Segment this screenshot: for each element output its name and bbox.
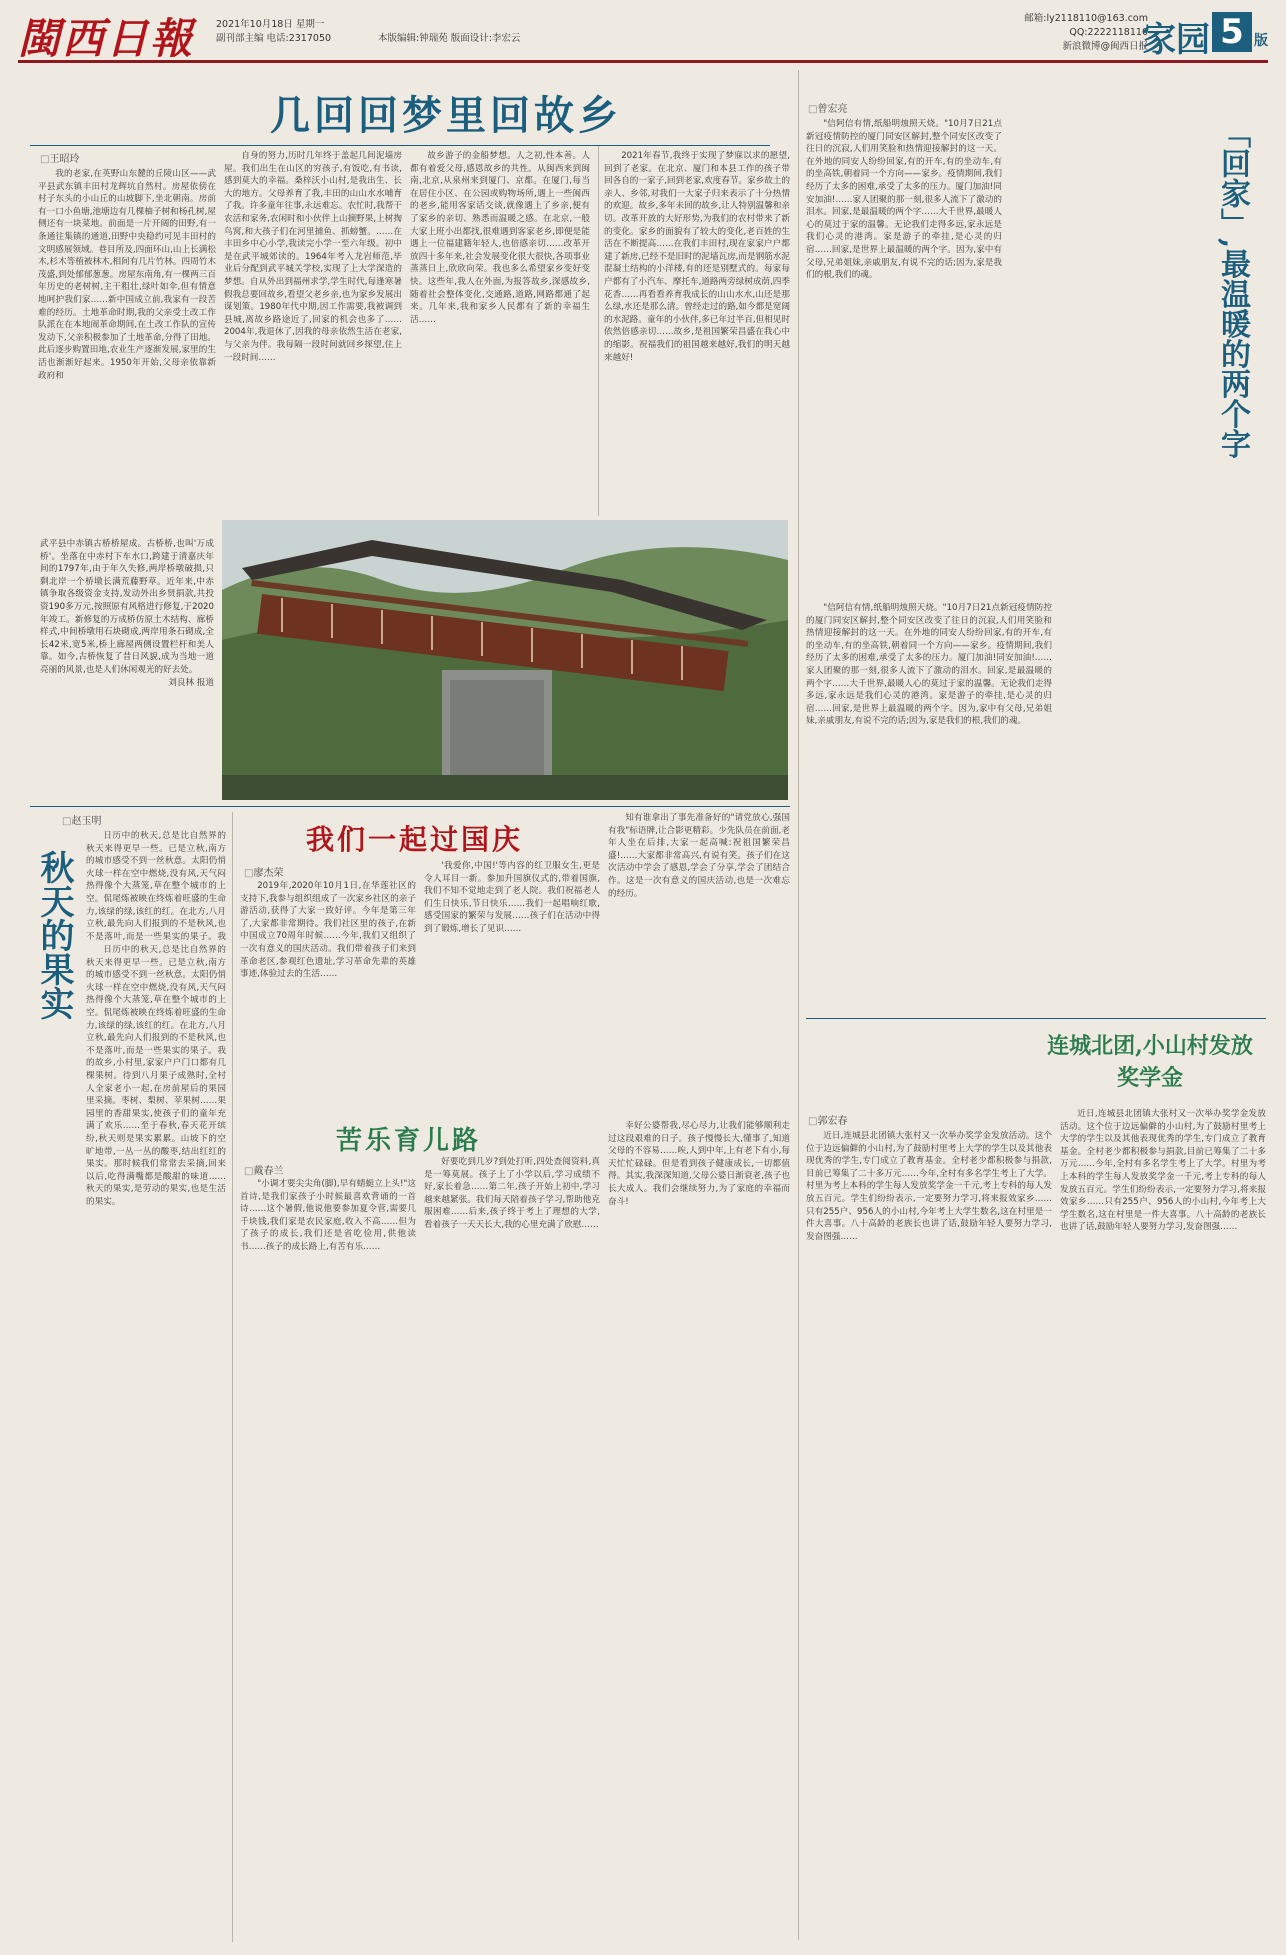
duty-line: 本版编辑:钟瑞苑 版面设计:李宏云	[378, 33, 521, 44]
article2-intro: 日历中的秋天,总是比自然界的秋天来得更早一些。已是立秋,南方的城市感受不到一丝秋意。太阳仍悄火球一样在空中燃烧,没有风,天气闷热得像个大蒸笼,草在整个城市的上空。侃尾炼被映在终炼着旺盛的生命力,该绿的绿,该红的红。在北方,八月立秋,最先向人们报到的不是秋风,也不是落叶,而是一些果实的果子。我	[86, 831, 226, 940]
article5-title: 「回家」,最温暖的两个字	[1215, 118, 1250, 459]
issue-date: 2021年10月18日 星期一	[216, 19, 325, 30]
masthead-contact	[948, 12, 1148, 54]
newspaper-logo: 閩西日報	[18, 14, 195, 63]
article1-title-rule	[30, 145, 770, 146]
covered-bridge-illustration	[222, 520, 788, 800]
article5-col-top: "信阿信有情,纸船明烛照天烧。"10月7日21点新冠疫情防控的厦门同安区解封,整个同安区改变了往日的沉寂,人们用笑脸和热情迎接解封的这一天。在外地的同安人纷纷回家,有的开车,有的坐动车,有的坐高铁,朝着同一个方向——家乡。疫情期间,我们经历了太多的困难,承受了太多的压力。厦门加油!同安加油!……家人团聚的那一刻,很多人流下了激动的泪水。回家,是最温暖的两个字……大千世界,最暖人心的莫过于家的温馨。无论我们走得多远,家永远是我们心灵的港湾。家是游子的牵挂,是心灵的归宿……回家,是世界上最温暖的两个字。因为,家中有父母,兄弟姐妹,亲戚朋友,有说不完的话;因为,家是我们的根,我们的魂。	[806, 119, 1002, 281]
masthead-info-left	[216, 18, 331, 46]
masthead	[18, 8, 1268, 63]
divider	[232, 812, 233, 1942]
page-suffix: 版	[1254, 33, 1268, 49]
contact-email: 邮箱:ly2118110@163.com	[1024, 13, 1148, 24]
article1-col3: 故乡游子的金船梦想。人之初,性本善。人都有着爱父母,感恩故乡的共性。从闽西来到闽南,北京,从泉州来到厦门、京都。在厦门,每当在居住小区、在公园或购物场所,遇上一些闽西的老乡,能用客家话交谈,就像遇上了乡亲,便有了家乡的亲切、熟悉而温暖之感。在北京,一般大家上班小出都找,很难遇到客家老乡,即便是能遇上一位福建籍年轻人,也倍感亲切……改革开放四十多年来,社会发展变化很大很快,各项事业蒸蒸日上,欣欣向荣。我也多么希望家乡变好变快。这些年,我人在外面,为报答故乡,深感故乡,随着社会整体变化,交通路,道路,网路都通了起来。几年来,我和家乡人民都有了新的幸福生活……	[410, 151, 590, 325]
article2-author: □ 赵玉明	[62, 812, 101, 827]
article6-col2: 近日,连城县北团镇大张村又一次举办奖学金发放活动。这个位于边远偏僻的小山村,为了鼓励村里考上大学的学生以及其他表现优秀的学生,专门成立了教育基金。全村老少都积极参与捐款,目前已筹集了二十多万元……今年,全村有多名学生考上了大学。村里为考上本科的学生每人发放奖学金一千元,考上专科的每人发放五百元。学生们纷纷表示,一定要努力学习,将来报效家乡……只有255户、956人的小山村,今年考上大学生数名,这在村里是一件大喜事。八十高龄的老族长也讲了话,鼓励年轻人要努力学习,发奋图强……	[1060, 1109, 1266, 1233]
article4-author: □ 戴春兰	[244, 1162, 283, 1177]
article4-col1: "小调才要尖尖角(脚),早有蜻蜓立上头!"这首诗,是我们家孩子小时候最喜欢背诵的一首诗……这个暑假,他说他要参加夏令营,需要几千块钱,我们家是农民家庭,收入不高……但为了孩子的成长,我们还是省吃俭用,供他读书……孩子的成长路上,有苦有乐……	[240, 1179, 416, 1252]
article4-col3: 幸好公婆帮我,尽心尽力,让我们能够顺利走过这段艰难的日子。孩子慢慢长大,懂事了,知道父母的不容易……唉,人到中年,上有老下有小,每天忙忙碌碌。但是看到孩子健康成长,一切都值得。其实,我深深知道,父母公婆日渐衰老,孩子也长大成人。我们会继续努力,为了家庭的幸福而奋斗!	[608, 1121, 790, 1207]
section-rule	[30, 806, 790, 807]
article4-col2: 好要吃到几岁?到处打听,四处查阅资料,真是一筹莫展。孩子上了小学以后,学习成绩不好,家长着急……第二年,孩子开始上初中,学习越来越紧张。我们每天陪着孩子学习,帮助他克服困难……后来,孩子终于考上了理想的大学,看着孩子一天天长大,我的心里充满了欣慰……	[424, 1157, 600, 1230]
editor-line: 副刊部主编 电话:2317050	[216, 33, 332, 44]
article3-col3: 知有谁拿出了事先准备好的"请党放心,强国有我"标语牌,让合影更精彩。少先队员在前面,老年人坐在后排,大家一起高喊:祝祖国繁荣昌盛!……大家都非常高兴,有说有笑。孩子们在这次活动中学会了感恩,学会了分享,学会了团结合作。这是一次有意义的国庆活动,也是一次难忘的经历。	[608, 813, 790, 899]
article1-col2: 自身的努力,历时几年终于盖起几间泥墙房屋。我们出生在山区的穷孩子,有饭吃,有书读,感到莫大的幸福。桑梓沃小山村,是我出生、长大的地方。父母养育了我,丰田的山山水水哺育了我。许多童年往事,永远难忘。农忙时,我帮干农活和家务,农闲时和小伙伴上山摘野果,上树掏鸟窝,和大孩子们在河里捕鱼、抓螃蟹。……在丰田乡中心小学,我读完小学一至六年级。初中是在武平城郊读的。1964年考入龙岩师范,毕业后分配到武平城关学校,实现了上大学深造的梦想。自从外出到福州求学,学生时代,每逢寒暑假我总要回故乡,看望父老乡亲,也为家乡发展出谋划策。1980年代中期,因工作需要,我被调到县城,离故乡路途近了,回家的机会也多了……2004年,我退休了,因我的母亲依然生活在老家,与父亲为伴。我每隔一段时间就回乡探望,住上一段时间……	[224, 151, 402, 363]
article2-title: 秋天的果实	[34, 850, 74, 1020]
article6-title: 连城北团,小山村发放奖学金	[1047, 1033, 1253, 1091]
article3-col2: '我爱你,中国!'等内容的红卫服女生,更是令人耳目一新。参加升国旗仪式的,带着国旗,我们不知不觉地走到了老人院。我们祝福老人们生日快乐,节日快乐……我们一起唱响红歌,感受国家的繁荣与发展……孩子们在活动中得到了锻炼,增长了见识……	[424, 861, 600, 934]
article4-title: 苦乐育儿路	[336, 1126, 482, 1156]
photo-caption: 武平县中赤镇古桥桥屋成。古桥桥,也叫'万成桥'。坐落在中赤村下车水口,跨建于清嘉庆年间的1797年,由于年久失修,两岸桥墩破损,只剩北岸一个桥墩长满荒藤野草。近年来,中赤镇争取各级资金支持,发动外出乡贤捐款,共投资190多万元,按照原有风格进行修复,于2020年竣工。新修复的万成桥仿原土木结构、廊桥样式,中间桥墩用石块砌成,两岸用条石砌成,全长42米,宽5米,桥上廊屋两侧设置栏杆和美人靠。如今,古桥恢复了昔日风貌,成为当地一道亮丽的风景,也是人们休闲观光的好去处。 刘良林 报道	[40, 539, 214, 688]
article1-col4: 2021年春节,我终于实现了梦寐以求的愿望,回到了老家。在北京、厦门和本县工作的孩子带回各自的一家子,回到老家,欢度春节。家乡故土的亲人、乡邻,对我们一大家子归来表示了十分热情的欢迎。故乡,多年未回的故乡,让人特别温馨和亲切。改革开放的大好形势,为我们的农村带来了新的变化。家乡的面貌有了较大的变化,老百姓的生活在不断提高……在我们丰田村,现在家家户户都建了新房,已经不是旧时的泥墙瓦房,而是钢筋水泥混凝土结构的小洋楼,有的还是别墅式的。每家每户都有了小汽车、摩托车,道路两旁绿树成荫,四季花香……再看看养育我成长的山山水水,山还是那么绿,水还是那么清。曾经走过的路,如今都是宽阔的水泥路。童年的小伙伴,多已年过半百,但相见时依然倍感亲切……故乡,是祖国繁荣昌盛在我心中的缩影。祝福我们的祖国越来越好,我们的明天越来越好!	[604, 151, 790, 363]
divider	[598, 146, 599, 516]
article3-col1: 2019年,2020年10月1日,在华莲社区的支持下,我参与组织组成了一次家乡社区的亲子游活动,获得了大家一致好评。今年是第三年了,大家都非常期待。我们社区里的孩子,在新中国成立70周年时候……今年,我们又组织了一次有意义的国庆活动。我们带着孩子们来到革命老区,参观红色遗址,学习革命先辈的英雄事迹,体验过去的生活……	[240, 881, 416, 980]
article2-body: 日历中的秋天,总是比自然界的秋天来得更早一些。已是立秋,南方的城市感受不到一丝秋意。太阳仍悄火球一样在空中燃烧,没有风,天气闷热得像个大蒸笼,草在整个城市的上空。侃尾炼被映在终炼着旺盛的生命力,该绿的绿,该红的红。在北方,八月立秋,最先向人们报到的不是秋风,也不是落叶,而是一些果实的果子。我的故乡,小村里,家家户户门口都有几棵果树。待到八月果子成熟时,全村人全家老小一起,在房前屋后的果园里采摘。枣树、梨树、苹果树……果园里的香甜果实,使孩子们的童年充满了欢乐……至于春秋,春天花开缤纷,秋天则是果实累累。山坡下的空旷地带,一丛一丛的酸枣,结出红红的果实。那时候我们常常去采摘,回来以后,吃得满嘴都是酸甜的味道……秋天的果实,是劳动的果实,也是生活的果实。	[86, 945, 226, 1207]
article1-title: 几回回梦里回故乡	[270, 92, 622, 139]
article5-col-bottom: "信阿信有情,纸船明烛照天烧。"10月7日21点新冠疫情防控的厦门同安区解封,整个同安区改变了往日的沉寂,人们用笑脸和热情迎接解封的这一天。在外地的同安人纷纷回家,有的开车,有的坐动车,有的坐高铁,朝着同一个方向——家乡。疫情期间,我们经历了太多的困难,承受了太多的压力。厦门加油!同安加油!……家人团聚的那一刻,很多人流下了激动的泪水。回家,是最温暖的两个字……大千世界,最暖人心的莫过于家的温馨。无论我们走得多远,家永远是我们心灵的港湾。家是游子的牵挂,是心灵的归宿……回家,是世界上最温暖的两个字。因为,家中有父母,兄弟姐妹,亲戚朋友,有说不完的话;因为,家是我们的根,我们的魂。	[806, 603, 1052, 727]
photo-credit: 刘良林 报道	[168, 677, 214, 688]
contact-weibo: 新浪微博@闽西日报	[1062, 41, 1148, 52]
article5-author: □ 曾宏亮	[808, 100, 847, 115]
covered-bridge-photo	[222, 520, 788, 800]
article1-col1: 我的老家,在英野山东麓的丘陵山区——武平县武东镇丰田村龙辉坑自然村。房屋依傍在村子东头的小山丘的山坡脚下,坐北朝南。房前有一口小鱼塘,池塘边有几棵柚子树和杨孔树,屋侧还有一块菜地。前面是一片开阔的田野,有一条通往集镇的通道,田野中央稳约可见丰田村的文明感展领域。巷目所及,四面环山,山上长满松木,杉木等植被林木,相间有几片竹林。四周竹木茂盛,到处郁郁葱葱。房屋东南角,有一棵两三百年历史的老树树,主干粗壮,绿叶如伞,但有情意地呵护我们家……新中国成立前,我家有一段苦难的经历。土地革命时期,我的父亲受土改工作队派在在本地闹革命期间,在土改工作队的宣传发动下,父亲积极参加了土地革命,分得了田地。此后逐步购置田地,农业生产逐渐发展,家里的生活也渐渐好起来。1950年开始,父母亲依靠新政府和	[38, 169, 216, 381]
article6-col1: 近日,连城县北团镇大张村又一次举办奖学金发放活动。这个位于边远偏僻的小山村,为了鼓励村里考上大学的学生以及其他表现优秀的学生,专门成立了教育基金。全村老少都积极参与捐款,目前已筹集了二十多万元……今年,全村有多名学生考上了大学。村里为考上本科的学生每人发放奖学金一千元,考上专科的每人发放五百元。学生们纷纷表示,一定要努力学习,将来报效家乡……只有255户、956人的小山村,今年考上大学生数名,这在村里是一件大喜事。八十高龄的老族长也讲了话,鼓励年轻人要努力学习,发奋图强……	[806, 1131, 1052, 1242]
section-name: 家园	[1142, 20, 1210, 60]
article6-author: □ 郭宏春	[808, 1112, 847, 1127]
article3-title: 我们一起过国庆	[306, 823, 524, 856]
contact-qq: QQ:2222118110	[1069, 27, 1148, 38]
page-number: 5	[1212, 12, 1252, 52]
article1-author: □ 王昭玲	[40, 150, 79, 165]
article3-author: □ 廖杰荣	[244, 864, 283, 879]
section-rule	[806, 1018, 1266, 1019]
divider	[798, 70, 799, 1940]
